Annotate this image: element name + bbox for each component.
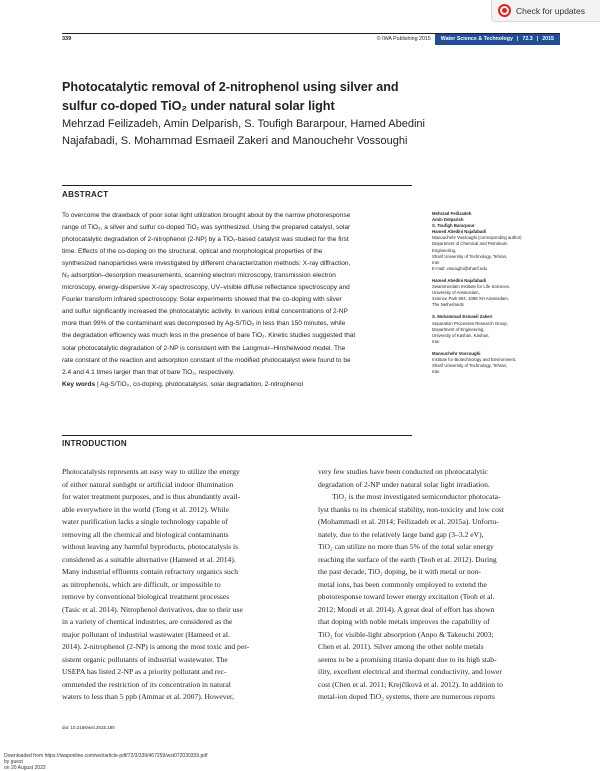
body-line: USEPA has listed 2-NP as a priority pollutant and rec-	[62, 667, 227, 676]
refresh-icon	[498, 4, 511, 17]
check-for-updates-button[interactable]	[491, 0, 600, 22]
intro-rule	[62, 435, 412, 436]
title-line: sulfur co-doped TiO₂ under natural solar light	[62, 99, 335, 113]
affiliation-block	[432, 357, 572, 375]
download-footer	[4, 753, 207, 771]
body-line: metal-ion doped TiO₂ systems, there are numerous reports	[318, 692, 495, 701]
affiliation-block	[432, 321, 572, 345]
abstract-line: more than 99% of the contaminant was decomposed by Ag-S/TiO₂ in less than 150 minutes, while	[62, 320, 346, 328]
author-list	[62, 116, 482, 149]
affiliation-name: Amin Delparish	[432, 217, 464, 223]
abstract-line: 2.4 and 4.1 times larger than that of bare TiO₂, respectively.	[62, 368, 235, 376]
body-line: nately, due to the relatively large band gap (3–3.2 eV),	[318, 529, 484, 539]
body-line: of either natural sunlight or artificial indoor illumination	[62, 479, 234, 489]
paper-title	[62, 78, 452, 116]
abstract-line: photocatalytic degradation of 2-nitrophenol (2-NP) by a TiO₂-based catalyst was studied for the first	[62, 236, 349, 244]
year: 2015	[542, 36, 554, 42]
body-line: lyst thanks to its chemical stability, non-toxicity and low cost	[318, 504, 504, 514]
keywords-label: Key words	[62, 380, 96, 388]
affiliation-line: Iran	[432, 259, 440, 265]
journal-name: Water Science & Technology	[440, 36, 513, 42]
body-line: TiO₂ can utilize no more than 5% of the total solar energy	[318, 542, 494, 551]
body-line: Photocatalysis represents an easy way to utilize the energy	[62, 467, 240, 476]
body-line: 2014). 2-nitrophenol (2-NP) is among the most toxic and per-	[62, 642, 250, 651]
abstract-rule	[62, 185, 412, 186]
body-column-right	[318, 466, 563, 704]
footer-line: by guest	[4, 759, 23, 765]
page-number: 339	[62, 36, 72, 42]
body-line: metal ions, has been commonly employed to extend the	[318, 579, 487, 589]
body-line: as nitrophenols, which are difficult, or impossible to	[62, 579, 221, 589]
body-line: TiO₂ is the most investigated semiconductor photocata-	[332, 492, 501, 501]
affiliation-line: University of Amsterdam,	[432, 290, 480, 296]
affiliation-line: Science Park 904, 1098 XH Amsterdam,	[432, 296, 509, 302]
abstract-line: and sulfur significantly increased the photocatalytic activity. In various initial concentrations of 2-NP	[62, 308, 348, 316]
affiliation-line: The Netherlands	[432, 302, 464, 308]
affiliation-block	[432, 235, 572, 272]
copyright: © IWA Publishing 2015	[376, 36, 431, 42]
body-line: that doping with noble metals improves the capability of	[318, 617, 490, 626]
abstract-line: the degradation efficiency was much less in the presence of bare TiO₂. Kinetic studies suggested that	[62, 332, 356, 340]
separator: |	[516, 36, 519, 42]
affiliation-name: Manouchehr Vossoughi	[432, 350, 481, 356]
body-line: waters to less than 5 ppb (Ammar et al. 2007). However,	[62, 692, 234, 701]
affiliation-line: Separation Processes Research Group,	[432, 320, 508, 326]
body-line: seems to be a promising titania dopant due to its high stab-	[318, 654, 497, 664]
body-line: Chen et al. 2011). Silver among the other noble metals	[318, 642, 484, 651]
affiliation-name: Hamed Abedini Najafabadi	[432, 229, 487, 235]
abstract-line: solar photocatalytic degradation of 2-NP is consistent with the Langmuir–Hinshelwood model. The	[62, 344, 346, 352]
affiliation-name: S. Toufigh Bararpour	[432, 223, 475, 229]
body-line: water purification lacks a single technology capable of	[62, 517, 228, 526]
abstract-body	[62, 210, 412, 391]
affiliation-name: Mehrzad Feilizadeh	[432, 211, 472, 216]
abstract-line: time. Effects of the co-doping on the structural, optical and morphological properties of the	[62, 248, 323, 256]
affiliation-line: Manouchehr Vossoughi (corresponding author)	[432, 235, 522, 241]
affiliation-line: Department of Engineering,	[432, 326, 485, 332]
check-for-updates-label: Check for updates	[516, 5, 585, 16]
body-line: sistent organic pollutants of industrial wastewater. The	[62, 654, 228, 664]
introduction-heading: INTRODUCTION	[62, 439, 127, 448]
affiliation-name: Hamed Abedini Najafabadi	[432, 277, 487, 283]
abstract-line: rate constant of the reaction and adsorption constant of the modified photocatalyst were found to be	[62, 356, 351, 364]
affiliations	[432, 211, 572, 375]
body-line: degradation of 2-NP under natural solar light irradiation.	[318, 479, 490, 489]
running-header	[373, 33, 560, 45]
authors-line: Najafabadi, S. Mohammad Esmaeil Zakeri and Manouchehr Vossoughi	[62, 134, 408, 147]
body-line: without leaving any harmful byproducts, photocatalysis is	[62, 542, 239, 551]
abstract-line: Fourier transform infrared spectroscopy. Solar experiments showed that the co-doping with silver	[62, 296, 342, 304]
affiliation-block	[432, 284, 572, 308]
abstract-line: To overcome the drawback of poor solar light utilization brought about by the narrow photoresponse	[62, 212, 351, 219]
body-line: (Mohammadi et al. 2014; Feilizadeh et al. 2015a). Unfortu-	[318, 517, 499, 526]
body-line: TiO₂ for visible-light absorption (Anpo & Takeuchi 2003;	[318, 629, 494, 639]
body-line: (Tasic et al. 2014). Nitrophenol derivatives, due to their use	[62, 604, 243, 614]
abstract-line: microscopy, energy-dispersive X-ray spectroscopy, UV–visible diffuse reflectance spectroscopy and	[62, 284, 350, 292]
affiliation-line: University of Kashan, Kashan,	[432, 332, 490, 338]
body-line: remove by conventional biological treatment processes	[62, 592, 230, 601]
body-line: cost (Chen et al. 2011; Krejčíková et al. 2012). In addition to	[318, 679, 503, 689]
affiliation-line: Iran	[432, 338, 440, 344]
separator: |	[536, 36, 539, 42]
footer-line: on 20 August 2022	[4, 765, 46, 771]
journal-banner	[435, 34, 560, 45]
body-line: Many industrial effluents contain refractory organics such	[62, 567, 239, 576]
abstract-line: N₂ adsorption–desorption measurements, scanning electron microscopy, transmission electron	[62, 272, 336, 280]
body-line: very few studies have been conducted on photocatalytic	[318, 467, 488, 476]
abstract-line: synthesized nanoparticles were investigated by different characterization methods: X-ray diffraction,	[62, 260, 351, 268]
body-line: for water treatment purposes, and is thus abundantly avail-	[62, 492, 241, 501]
body-line: ommended the restriction of its concentration in natural	[62, 679, 231, 689]
body-line: able everywhere in the world (Tong et al. 2012). While	[62, 504, 229, 514]
authors-line: Mehrzad Feilizadeh, Amin Delparish, S. Toufigh Bararpour, Hamed Abedini	[62, 118, 425, 130]
affiliation-line: Iran	[432, 369, 440, 375]
abstract-line: range of TiO₂, a silver and sulfur co-doped TiO₂ was synthesized. Using the prepared catalyst, solar	[62, 224, 351, 232]
body-line: major pollutant of industrial wastewater (Hameed et al.	[62, 629, 230, 639]
body-line: in a variety of chemical industries, are considered as the	[62, 617, 233, 626]
body-line: the past decade, TiO₂ doping, be it with metal or non-	[318, 567, 481, 576]
keywords	[62, 379, 412, 391]
affiliation-line: Engineering,	[432, 247, 457, 253]
affiliation-line: Sharif University of Technology, Tehran,	[432, 253, 508, 259]
affiliation-line: Sharif University of Technology, Tehran,	[432, 363, 508, 369]
abstract-heading: ABSTRACT	[62, 190, 109, 199]
affiliation-line: Swammerdam Institute for Life Sciences,	[432, 284, 511, 290]
keywords-text: | Ag-S/TiO₂, co-doping, photocatalysis, solar degradation, 2-nitrophenol	[96, 380, 303, 388]
body-line: reaching the surface of the earth (Teoh et al. 2012). During	[318, 554, 497, 564]
body-line: 2012; Mondi et al. 2014). A great deal of effort has shown	[318, 604, 495, 614]
footer-line: Downloaded from https://iwaponline.com/wst/article-pdf/72/3/339/467259/wst072030339.pdf	[4, 753, 208, 759]
body-line: ility, excellent electrical and thermal conductivity, and lower	[318, 667, 502, 676]
affiliation-line: Institute for Biotechnology and Environment,	[432, 356, 517, 362]
volume-issue: 72.3	[522, 36, 533, 42]
affiliation-line: E-mail: vosoughi@sharif.edu	[432, 265, 487, 271]
body-line: considered as a suitable alternative (Hameed et al. 2014).	[62, 554, 236, 564]
affiliation-line: Department of Chemical and Petroleum	[432, 241, 508, 247]
affiliation-name: S. Mohammad Esmaeil Zakeri	[432, 314, 493, 320]
body-column-left	[62, 466, 307, 704]
body-line: removing all the chemical and biological contaminants	[62, 529, 229, 539]
body-line: photoresponse toward lower energy excitation (Teoh et al.	[318, 592, 495, 601]
doi: doi: 10.2166/wst.2015.180	[62, 725, 115, 730]
title-line: Photocatalytic removal of 2-nitrophenol using silver and	[62, 80, 399, 94]
affiliation-block	[432, 211, 572, 235]
